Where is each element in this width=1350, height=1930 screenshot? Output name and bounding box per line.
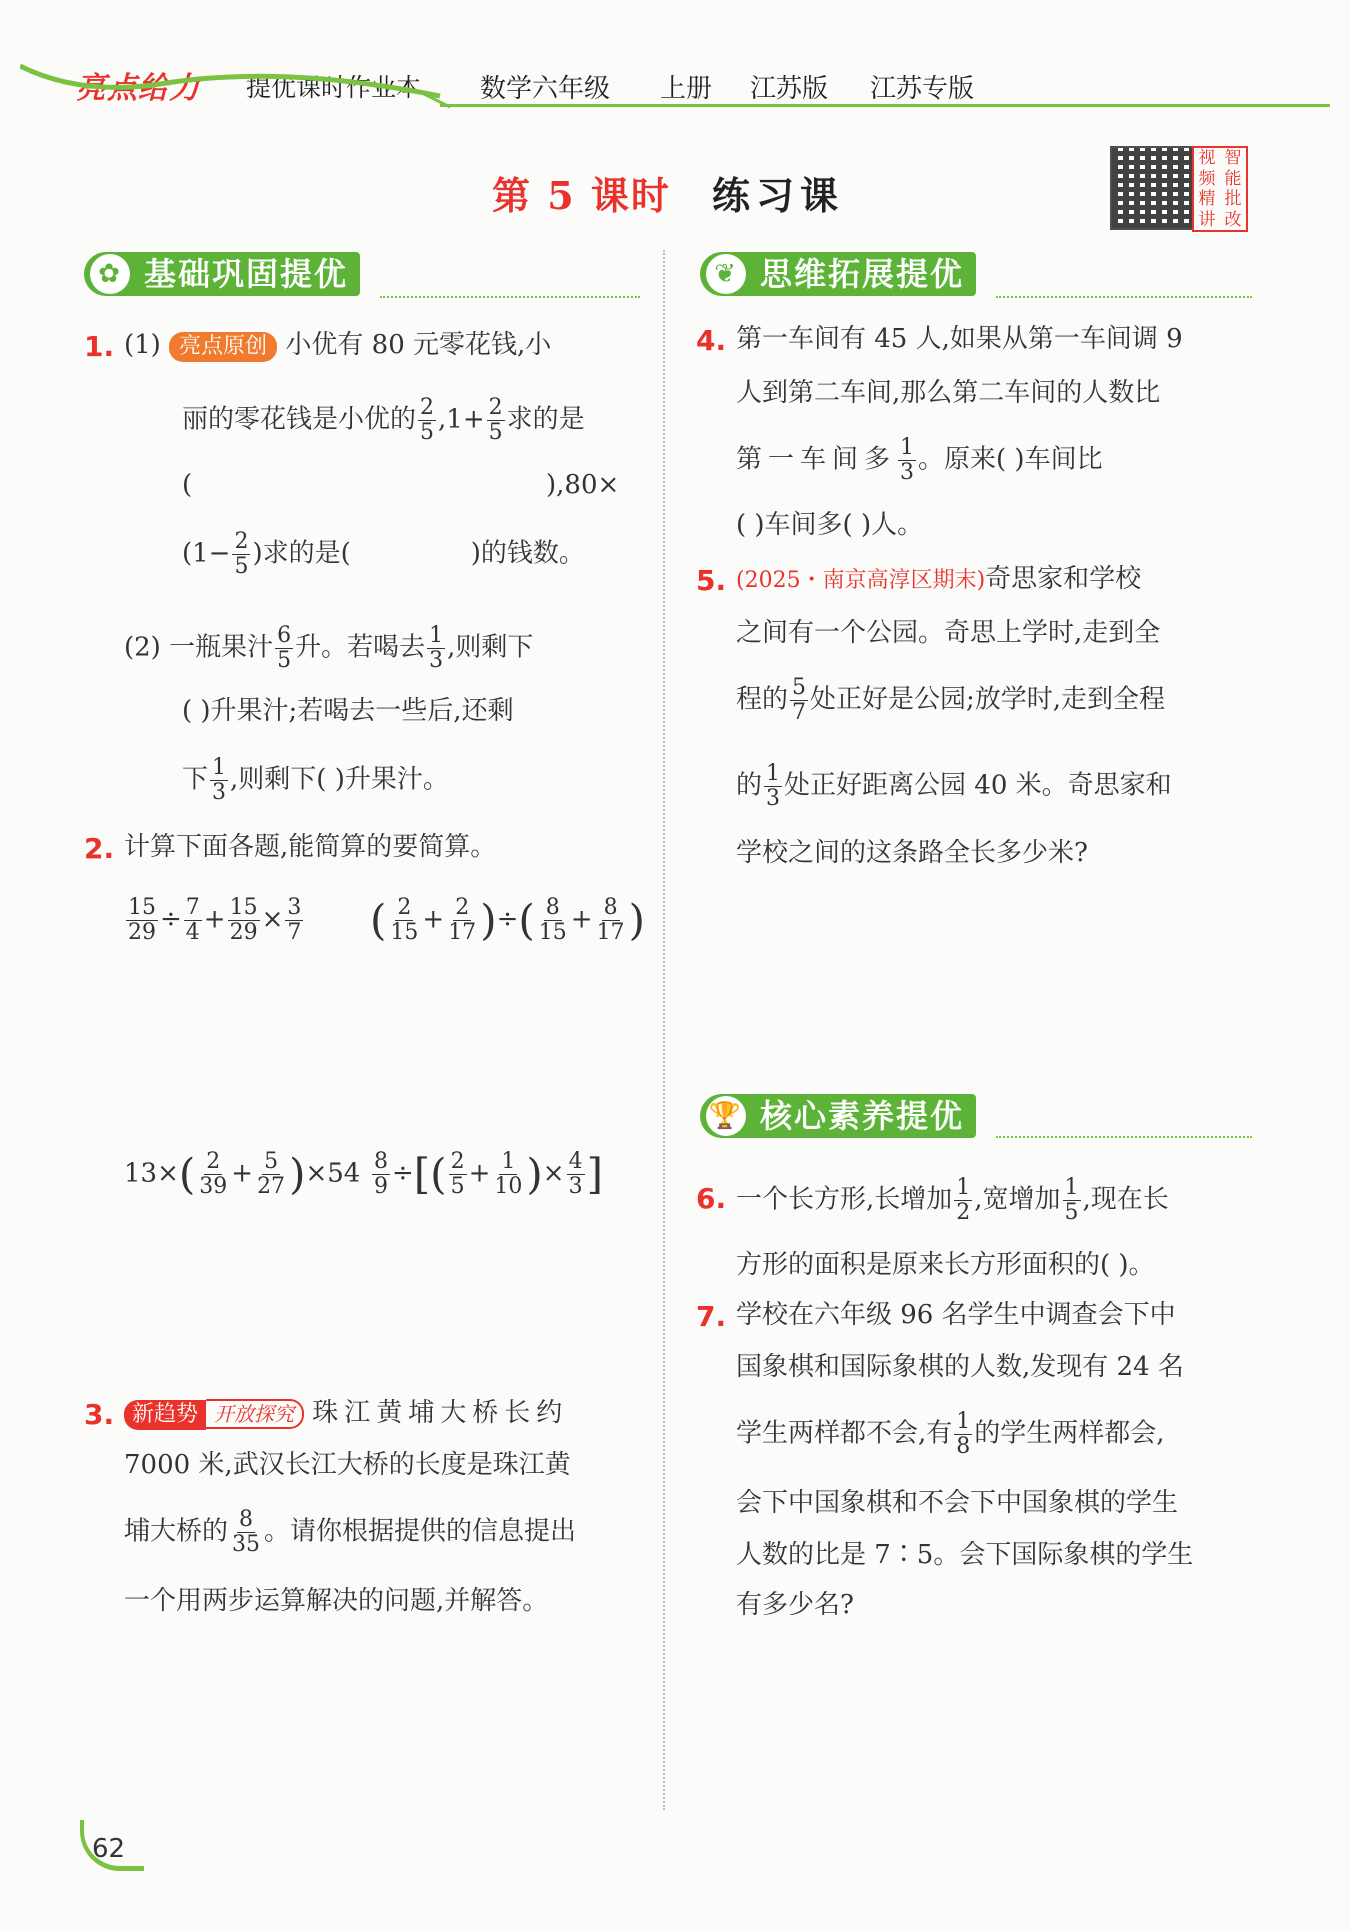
fraction (210, 756, 228, 805)
denominator: 15 (390, 920, 419, 945)
brand-logo: 亮点给力 (76, 71, 200, 106)
operator: + (570, 904, 593, 935)
q3-line2: 7000 米,武汉长江大桥的长度是珠江黄 (124, 1450, 571, 1480)
numerator: 1 (956, 1175, 971, 1200)
numerator: 15 (229, 895, 258, 920)
operator: + (422, 904, 445, 935)
q7-line6: 有多少名? (736, 1590, 854, 1620)
operator: × (542, 1158, 565, 1189)
denominator: 3 (900, 460, 915, 485)
denominator: 29 (128, 920, 156, 945)
operator: ÷ (496, 904, 519, 935)
q3-number: 3. (84, 1398, 115, 1431)
operator: ÷ (160, 904, 182, 935)
q5-line3 (736, 676, 1165, 725)
q7-line1: 学校在六年级 96 名学生中调查会下中 (736, 1300, 1176, 1330)
q1-number: 1. (84, 330, 115, 363)
q4-line1: 第一车间有 45 人,如果从第一车间调 9 (736, 324, 1183, 354)
qr-code-icon[interactable] (1110, 146, 1194, 230)
numerator: 4 (568, 1149, 583, 1174)
numerator: 2 (234, 529, 249, 554)
fraction (764, 762, 782, 811)
q5-line2: 之间有一个公园。奇思上学时,走到全 (736, 618, 1161, 648)
operator: + (203, 904, 226, 935)
q4-text: 第一车间多 (736, 444, 897, 475)
section-title: 核心素养提优 (760, 1097, 965, 1135)
expr-4: $\frac{8}{9}$ ÷[( $\frac{2}{5}$ + $\frac{1}{10}$ )× $\frac{4}{3}$ ] (374, 1149, 603, 1199)
section-title: 思维拓展提优 (760, 255, 965, 293)
numerator: 2 (206, 1149, 221, 1174)
denominator: 3 (212, 780, 227, 805)
section-title: 基础巩固提优 (144, 255, 349, 293)
q7-number: 7. (696, 1300, 727, 1333)
denominator: 15 (538, 920, 567, 945)
denominator: 3 (429, 648, 444, 673)
q6-text: 一个长方形,长增加 (736, 1184, 953, 1215)
q3-text: 珠江黄埔大桥长约 (312, 1398, 569, 1428)
sprout-icon: ❦ (706, 254, 746, 294)
numerator: 3 (287, 895, 302, 920)
denominator: 29 (229, 920, 258, 945)
fraction (418, 396, 436, 445)
qr-char: 讲 (1198, 209, 1216, 230)
q3-line3 (124, 1508, 576, 1557)
q6-text: ,宽增加 (974, 1184, 1061, 1215)
qr-label (1192, 146, 1248, 232)
numerator: 1 (501, 1149, 516, 1174)
fraction (1063, 1176, 1081, 1225)
fraction (790, 676, 808, 725)
numerator: 5 (792, 675, 807, 700)
expr-2: ( $\frac{2}{15}$ + $\frac{2}{17}$ )÷( $\frac{8}{15}$ + $\frac{8}{17}$ ) (370, 895, 645, 945)
open-explore-badge: 开放探究 (206, 1399, 304, 1429)
fraction (537, 896, 569, 945)
numerator: 1 (900, 435, 915, 460)
operator: ÷ (392, 1158, 414, 1189)
q5-line5: 学校之间的这条路全长多少米? (736, 838, 1088, 868)
denominator: 10 (494, 1174, 523, 1199)
trend-badge: 新趋势 (124, 1400, 206, 1430)
numerator: 2 (397, 895, 412, 920)
q7-text: 学生两样都不会,有 (736, 1418, 953, 1449)
q1-line1 (124, 328, 551, 362)
expr-1 (124, 896, 305, 945)
q1-text: ( (182, 470, 193, 500)
fraction (285, 896, 303, 945)
q4-number: 4. (696, 324, 727, 357)
fraction (275, 624, 293, 673)
q1-text: ,则剩下 (447, 632, 534, 663)
denominator: 17 (596, 920, 625, 945)
section-basic (84, 252, 360, 296)
q1-line3b (546, 468, 619, 502)
numerator: 2 (488, 395, 503, 420)
trophy-icon: 🏆 (706, 1096, 746, 1136)
q3-line1 (124, 1396, 568, 1430)
q6-line1 (736, 1176, 1169, 1225)
numerator: 8 (603, 895, 618, 920)
fraction (954, 1410, 972, 1459)
q3-text: 。请你根据提供的信息提出 (264, 1516, 577, 1547)
fraction (449, 1150, 467, 1199)
qr-char: 批 (1224, 189, 1242, 209)
q4-line4: ( )车间多( )人。 (736, 510, 924, 540)
q6-number: 6. (696, 1182, 727, 1215)
q1-text: 升。若喝去 (295, 632, 426, 663)
fraction (954, 1176, 972, 1225)
header-rule (440, 104, 1330, 107)
fraction (388, 896, 420, 945)
q1-text: (1− (182, 538, 231, 569)
denominator: 8 (956, 1434, 971, 1459)
denominator: 39 (199, 1174, 228, 1199)
leaf-swoosh-icon (20, 56, 450, 116)
page-number: 62 (92, 1834, 126, 1864)
q1-text: 一瓶果汁 (169, 632, 274, 663)
denominator: 7 (287, 920, 302, 945)
fraction (228, 896, 260, 945)
numerator: 15 (128, 895, 156, 920)
q1-line2 (182, 396, 585, 445)
header-special: 江苏专版 (870, 74, 975, 104)
fraction (184, 896, 202, 945)
q7-text: 的学生两样都会, (974, 1418, 1165, 1449)
q4-line3 (736, 436, 1103, 485)
q1-line6: ( )升果汁;若喝去一些后,还剩 (182, 696, 514, 726)
q1-line5 (124, 624, 533, 673)
fraction (567, 1150, 585, 1199)
q5-source: (2025・南京高淳区期末) (736, 568, 986, 593)
q5-text: 处正好距离公园 40 米。奇思家和 (784, 770, 1172, 801)
q5-text: 处正好是公园;放学时,走到全程 (810, 684, 1166, 715)
numerator: 5 (264, 1149, 279, 1174)
denominator: 5 (488, 420, 503, 445)
qr-char: 频 (1198, 168, 1216, 189)
denominator: 17 (448, 920, 477, 945)
qr-char: 智 (1224, 148, 1242, 168)
section-rule (996, 1136, 1252, 1138)
q1-text: 丽的零花钱是小优的 (182, 404, 417, 435)
q1-text: 下 (182, 764, 209, 795)
operator: + (231, 1158, 254, 1189)
q7-line5: 人数的比是 7∶5。会下国际象棋的学生 (736, 1540, 1194, 1570)
q1-text: )的钱数。 (470, 538, 585, 569)
q1-text: 小优有 80 元零花钱,小 (285, 330, 552, 360)
header-volume: 上册 (660, 74, 713, 104)
lesson-title: 练习课 (712, 173, 845, 218)
numerator: 8 (545, 895, 560, 920)
denominator: 5 (234, 554, 249, 579)
numerator: 2 (420, 395, 435, 420)
denominator: 7 (792, 700, 807, 725)
q5-text: 奇思家和学校 (985, 564, 1142, 594)
q1-text: ),80× (546, 470, 620, 500)
q6-line2: 方形的面积是原来长方形面积的( )。 (736, 1250, 1155, 1280)
operator: 13× (124, 1158, 179, 1189)
fraction (126, 896, 158, 945)
q1-text: 求的是 (506, 404, 585, 435)
q7-line4: 会下中国象棋和不会下中国象棋的学生 (736, 1488, 1179, 1518)
fraction (230, 1508, 262, 1557)
fraction (255, 1150, 287, 1199)
numerator: 1 (429, 623, 444, 648)
numerator: 8 (374, 1149, 388, 1174)
fraction (595, 896, 627, 945)
qr-char: 能 (1224, 168, 1242, 189)
fraction (492, 1150, 524, 1199)
q7-line3 (736, 1410, 1165, 1459)
q4-line2: 人到第二车间,那么第二车间的人数比 (736, 378, 1161, 408)
denominator: 27 (257, 1174, 286, 1199)
brand-subtitle: 提优课时作业本 (246, 73, 422, 102)
numerator: 8 (239, 1507, 254, 1532)
q2-text: 计算下面各题,能简算的要简算。 (124, 832, 497, 862)
operator: + (468, 1158, 491, 1189)
q1-line7 (182, 756, 449, 805)
q5-number: 5. (696, 564, 727, 597)
section-thinking (700, 252, 976, 296)
denominator: 35 (232, 1532, 261, 1557)
numerator: 7 (185, 895, 200, 920)
denominator: 5 (277, 648, 292, 673)
denominator: 3 (568, 1174, 583, 1199)
q1-text: ,则剩下( )升果汁。 (230, 764, 449, 795)
denominator: 5 (1064, 1200, 1079, 1225)
fraction (372, 1150, 390, 1199)
fraction (232, 530, 250, 579)
denominator: 4 (185, 920, 200, 945)
fraction (427, 624, 445, 673)
numerator: 6 (277, 623, 292, 648)
fraction (487, 396, 505, 445)
operator: × (261, 904, 284, 935)
numerator: 1 (212, 755, 227, 780)
denominator: 3 (766, 786, 781, 811)
gear-icon: ✿ (90, 254, 130, 294)
numerator: 2 (450, 1149, 465, 1174)
lesson-number: 第 5 课时 (492, 173, 671, 218)
section-rule (996, 296, 1252, 298)
denominator: 5 (450, 1174, 465, 1199)
q3-text: 埔大桥的 (124, 1516, 229, 1547)
qr-char: 精 (1198, 189, 1216, 209)
q1-part1-label: (1) (124, 330, 161, 360)
denominator: 5 (420, 420, 435, 445)
q1-line3 (182, 468, 192, 502)
denominator: 9 (374, 1174, 388, 1199)
numerator: 1 (1064, 1175, 1079, 1200)
header-edition: 江苏版 (750, 74, 829, 104)
q5-text: 程的 (736, 684, 789, 715)
header-grade: 数学六年级 (480, 74, 611, 104)
qr-char: 视 (1198, 148, 1216, 168)
q5-text: 的 (736, 770, 763, 801)
q1-text: ,1+ (438, 404, 485, 435)
q3-line4: 一个用两步运算解决的问题,并解答。 (124, 1586, 549, 1616)
q1-part2-label: (2) (124, 632, 161, 663)
section-rule (380, 296, 640, 298)
q5-line1 (736, 562, 1141, 598)
q1-text: )求的是( (252, 538, 351, 569)
fraction (446, 896, 478, 945)
section-core (700, 1094, 976, 1138)
fraction (197, 1150, 229, 1199)
original-badge: 亮点原创 (169, 332, 277, 362)
operator: ×54 (305, 1158, 361, 1189)
qr-char: 改 (1224, 209, 1242, 230)
q6-text: ,现在长 (1082, 1184, 1169, 1215)
q4-text: 。原来( )车间比 (918, 444, 1103, 475)
q5-line4 (736, 762, 1172, 811)
fraction (898, 436, 916, 485)
expr-3: 13×( $\frac{2}{39}$ + $\frac{5}{27}$ )×54 (124, 1149, 361, 1199)
numerator: 1 (956, 1409, 971, 1434)
numerator: 1 (766, 761, 781, 786)
numerator: 2 (455, 895, 470, 920)
q7-line2: 国象棋和国际象棋的人数,发现有 24 名 (736, 1352, 1184, 1382)
q1-line4 (182, 530, 585, 579)
q2-number: 2. (84, 832, 115, 865)
column-divider (663, 250, 665, 1810)
denominator: 2 (956, 1200, 971, 1225)
